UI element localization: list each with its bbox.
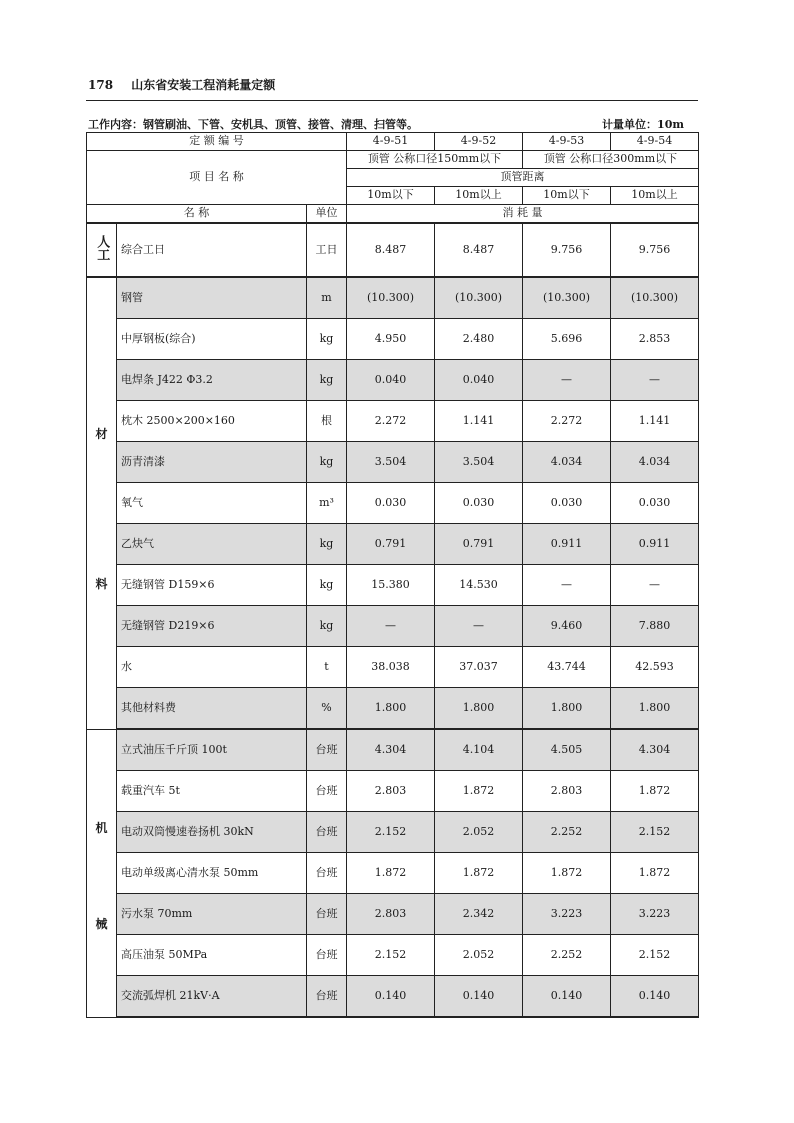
item-value: 0.030: [347, 483, 435, 524]
item-value: 1.872: [435, 771, 523, 812]
work-content: 工作内容：钢管刷油、下管、安机具、顶管、接管、清理、扫管等。: [88, 118, 418, 131]
item-unit: 台班: [307, 976, 347, 1018]
item-value: 14.530: [435, 565, 523, 606]
item-unit: 台班: [307, 729, 347, 771]
item-unit: m³: [307, 483, 347, 524]
quota-label: 定 额 编 号: [87, 133, 347, 151]
item-name: 沥青清漆: [117, 442, 307, 483]
material-row: [87, 277, 699, 319]
project-label: 项 目 名 称: [87, 151, 347, 205]
item-value: 0.140: [347, 976, 435, 1018]
item-name: 立式油压千斤顶 100t: [117, 729, 307, 771]
item-value: 4.304: [611, 729, 699, 771]
item-value: (10.300): [523, 277, 611, 319]
material-row: [87, 606, 699, 647]
book-title: 山东省安装工程消耗量定额: [131, 78, 276, 92]
item-value: 9.460: [523, 606, 611, 647]
item-value: —: [611, 565, 699, 606]
item-unit: %: [307, 688, 347, 730]
jacking-distance-header: 顶管距离: [347, 169, 699, 187]
item-value: 2.272: [523, 401, 611, 442]
item-value: 0.140: [523, 976, 611, 1018]
item-unit: 台班: [307, 894, 347, 935]
item-name: 钢管: [117, 277, 307, 319]
labor-row: [87, 223, 699, 277]
measurement-unit: 计量单位：10m: [602, 118, 684, 131]
machine-row: [87, 771, 699, 812]
item-value: 2.152: [611, 935, 699, 976]
item-value: 2.803: [347, 771, 435, 812]
quota-code: 4-9-53: [523, 133, 611, 151]
item-unit: kg: [307, 565, 347, 606]
item-name: 综合工日: [117, 223, 307, 277]
item-value: 0.030: [611, 483, 699, 524]
item-value: 1.872: [611, 853, 699, 894]
item-name: 氧气: [117, 483, 307, 524]
item-value: 8.487: [435, 223, 523, 277]
item-value: 8.487: [347, 223, 435, 277]
item-value: 2.272: [347, 401, 435, 442]
item-value: 0.140: [435, 976, 523, 1018]
machine-row: [87, 812, 699, 853]
item-value: 43.744: [523, 647, 611, 688]
col-unit-header: 单位: [307, 205, 347, 224]
item-unit: 台班: [307, 853, 347, 894]
item-value: 4.034: [523, 442, 611, 483]
item-value: 38.038: [347, 647, 435, 688]
item-value: 1.800: [523, 688, 611, 730]
group-row: [87, 151, 699, 169]
item-value: 2.342: [435, 894, 523, 935]
category-material: [87, 277, 117, 729]
item-unit: kg: [307, 606, 347, 647]
item-value: 0.791: [347, 524, 435, 565]
item-value: (10.300): [611, 277, 699, 319]
item-value: —: [523, 565, 611, 606]
item-value: 2.803: [347, 894, 435, 935]
category-machine: [87, 729, 117, 1017]
category-labor: [87, 223, 117, 277]
item-value: 0.140: [611, 976, 699, 1018]
item-value: 4.104: [435, 729, 523, 771]
item-value: 0.791: [435, 524, 523, 565]
header-rule: [86, 100, 698, 101]
item-value: 2.853: [611, 319, 699, 360]
quota-table: [86, 132, 699, 1018]
item-value: 15.380: [347, 565, 435, 606]
category-machine-char-1: 机: [95, 820, 108, 835]
item-value: 3.223: [523, 894, 611, 935]
group-a-header: 顶管 公称口径150mm以下: [347, 151, 523, 169]
col-consumption-header: 消 耗 量: [347, 205, 699, 224]
col-name-header: 名 称: [87, 205, 307, 224]
category-machine-char-2: 械: [95, 916, 108, 931]
column-header-row: [87, 205, 699, 224]
material-row: [87, 688, 699, 730]
item-value: 1.141: [611, 401, 699, 442]
material-row: [87, 360, 699, 401]
item-unit: kg: [307, 360, 347, 401]
machine-row: [87, 853, 699, 894]
item-value: —: [523, 360, 611, 401]
material-row: [87, 524, 699, 565]
item-value: 1.800: [347, 688, 435, 730]
item-value: —: [435, 606, 523, 647]
item-value: 2.052: [435, 935, 523, 976]
item-unit: 根: [307, 401, 347, 442]
machine-row: [87, 894, 699, 935]
distance-col: 10m以上: [611, 187, 699, 205]
item-value: 2.152: [611, 812, 699, 853]
item-unit: 台班: [307, 935, 347, 976]
item-name: 乙炔气: [117, 524, 307, 565]
item-value: 1.872: [435, 853, 523, 894]
material-row: [87, 647, 699, 688]
item-name: 高压油泵 50MPa: [117, 935, 307, 976]
item-name: 污水泵 70mm: [117, 894, 307, 935]
item-value: 2.052: [435, 812, 523, 853]
item-value: 1.872: [523, 853, 611, 894]
quota-code: 4-9-54: [611, 133, 699, 151]
item-value: 9.756: [523, 223, 611, 277]
item-name: 中厚钢板(综合): [117, 319, 307, 360]
item-value: 4.304: [347, 729, 435, 771]
item-value: 7.880: [611, 606, 699, 647]
item-unit: kg: [307, 524, 347, 565]
item-value: 4.505: [523, 729, 611, 771]
item-value: (10.300): [347, 277, 435, 319]
item-value: 5.696: [523, 319, 611, 360]
material-row: [87, 319, 699, 360]
item-value: 1.800: [435, 688, 523, 730]
machine-row: [87, 976, 699, 1018]
item-name: 其他材料费: [117, 688, 307, 730]
material-row: [87, 483, 699, 524]
item-value: 1.141: [435, 401, 523, 442]
quota-code-row: [87, 133, 699, 151]
item-value: 9.756: [611, 223, 699, 277]
item-unit: 工日: [307, 223, 347, 277]
distance-col: 10m以下: [347, 187, 435, 205]
item-value: 0.911: [611, 524, 699, 565]
category-material-char-2: 料: [95, 577, 108, 591]
item-value: 4.950: [347, 319, 435, 360]
item-value: 4.034: [611, 442, 699, 483]
item-value: —: [347, 606, 435, 647]
item-name: 无缝钢管 D219×6: [117, 606, 307, 647]
item-value: 2.152: [347, 935, 435, 976]
distance-col: 10m以下: [523, 187, 611, 205]
category-material-char-1: 材: [95, 427, 108, 441]
item-value: 2.152: [347, 812, 435, 853]
item-unit: t: [307, 647, 347, 688]
item-value: 2.252: [523, 935, 611, 976]
item-value: 37.037: [435, 647, 523, 688]
item-value: 0.040: [347, 360, 435, 401]
item-value: 1.872: [347, 853, 435, 894]
item-value: 3.504: [347, 442, 435, 483]
item-value: 0.030: [523, 483, 611, 524]
material-row: [87, 442, 699, 483]
item-unit: kg: [307, 442, 347, 483]
item-name: 交流弧焊机 21kV·A: [117, 976, 307, 1018]
item-value: 2.803: [523, 771, 611, 812]
item-value: 0.911: [523, 524, 611, 565]
group-b-header: 顶管 公称口径300mm以下: [523, 151, 699, 169]
item-value: 3.223: [611, 894, 699, 935]
item-unit: m: [307, 277, 347, 319]
page-number: 178: [88, 78, 114, 92]
item-name: 电动双筒慢速卷扬机 30kN: [117, 812, 307, 853]
item-name: 电焊条 J422 Φ3.2: [117, 360, 307, 401]
item-value: (10.300): [435, 277, 523, 319]
page-header: [88, 76, 275, 93]
item-value: 1.872: [611, 771, 699, 812]
item-value: —: [611, 360, 699, 401]
item-value: 42.593: [611, 647, 699, 688]
quota-code: 4-9-51: [347, 133, 435, 151]
machine-row: [87, 729, 699, 771]
material-row: [87, 401, 699, 442]
item-name: 载重汽车 5t: [117, 771, 307, 812]
machine-row: [87, 935, 699, 976]
item-value: 2.480: [435, 319, 523, 360]
item-value: 2.252: [523, 812, 611, 853]
quota-code: 4-9-52: [435, 133, 523, 151]
item-name: 电动单级离心清水泵 50mm: [117, 853, 307, 894]
item-unit: kg: [307, 319, 347, 360]
category-labor-label: 人工: [94, 234, 110, 261]
item-name: 无缝钢管 D159×6: [117, 565, 307, 606]
item-value: 0.030: [435, 483, 523, 524]
item-value: 0.040: [435, 360, 523, 401]
item-value: 3.504: [435, 442, 523, 483]
distance-col: 10m以上: [435, 187, 523, 205]
material-row: [87, 565, 699, 606]
item-unit: 台班: [307, 771, 347, 812]
item-name: 水: [117, 647, 307, 688]
item-value: 1.800: [611, 688, 699, 730]
item-unit: 台班: [307, 812, 347, 853]
item-name: 枕木 2500×200×160: [117, 401, 307, 442]
